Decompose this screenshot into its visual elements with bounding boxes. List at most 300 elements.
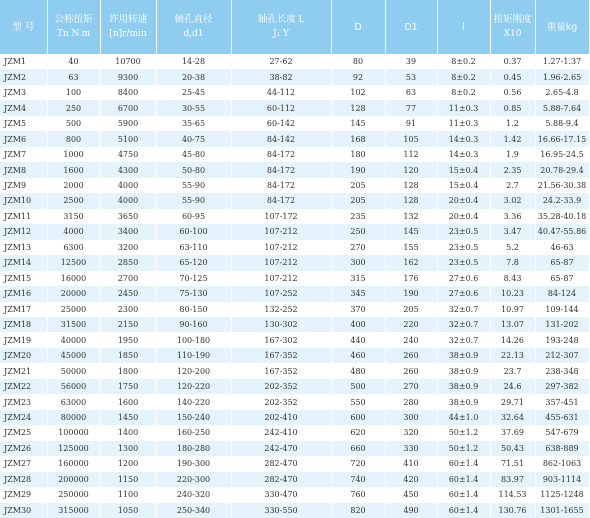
cell-model: JZM13: [0, 240, 47, 255]
cell-bore-diameter: 250-340: [156, 503, 231, 518]
cell-d1-diameter: 91: [385, 116, 437, 131]
cell-outer-diameter: 740: [331, 472, 385, 487]
cell-bore-diameter: 65-120: [156, 255, 231, 270]
cell-d1-diameter: 300: [385, 410, 437, 425]
cell-weight: 16.66-17.15: [535, 131, 589, 146]
cell-l-dimension: 38±0.9: [437, 379, 490, 394]
cell-weight: 109-144: [535, 302, 589, 317]
cell-bore-length: 330-470: [231, 487, 331, 502]
cell-d1-diameter: 190: [385, 286, 437, 301]
cell-nominal-torque: 800: [47, 131, 100, 146]
cell-nominal-torque: 56000: [47, 379, 100, 394]
cell-weight: 638-889: [535, 441, 589, 456]
header-outer-diameter-title: D: [354, 21, 362, 33]
header-bore-diameter: [156, 0, 231, 54]
cell-l-dimension: 38±0.9: [437, 394, 490, 409]
header-weight: [535, 0, 589, 54]
cell-bore-diameter: 220-300: [156, 472, 231, 487]
cell-allowable-speed: 1450: [100, 410, 156, 425]
cell-weight: 212-307: [535, 348, 589, 363]
table-row: [0, 162, 589, 177]
cell-d1-diameter: 270: [385, 379, 437, 394]
cell-outer-diameter: 190: [331, 162, 385, 177]
cell-d1-diameter: 53: [385, 69, 437, 84]
cell-l-dimension: 8±0.2: [437, 69, 490, 84]
cell-weight: 357-451: [535, 394, 589, 409]
header-model: [0, 0, 47, 54]
table-row: [0, 147, 589, 162]
cell-l-dimension: 32±0.7: [437, 317, 490, 332]
table-row: [0, 209, 589, 224]
cell-allowable-speed: 4750: [100, 147, 156, 162]
cell-allowable-speed: 1150: [100, 472, 156, 487]
cell-bore-diameter: 25-45: [156, 85, 231, 100]
cell-torsional-stiffness: 29.71: [490, 394, 535, 409]
cell-d1-diameter: 260: [385, 363, 437, 378]
cell-model: JZM14: [0, 255, 47, 270]
cell-bore-length: 27-62: [231, 54, 331, 69]
cell-nominal-torque: 100: [47, 85, 100, 100]
cell-d1-diameter: 145: [385, 224, 437, 239]
cell-outer-diameter: 440: [331, 332, 385, 347]
cell-outer-diameter: 315: [331, 271, 385, 286]
cell-bore-diameter: 120-200: [156, 363, 231, 378]
cell-model: JZM17: [0, 302, 47, 317]
header-nominal-torque-unit: Tn N.m: [56, 29, 91, 39]
cell-nominal-torque: 40: [47, 54, 100, 69]
cell-bore-diameter: 160-250: [156, 425, 231, 440]
cell-nominal-torque: 6300: [47, 240, 100, 255]
cell-weight: 455-631: [535, 410, 589, 425]
cell-bore-length: 60-142: [231, 116, 331, 131]
table-row: [0, 456, 589, 471]
cell-nominal-torque: 500: [47, 116, 100, 131]
cell-l-dimension: 23±0.5: [437, 224, 490, 239]
cell-torsional-stiffness: 23.7: [490, 363, 535, 378]
cell-outer-diameter: 370: [331, 302, 385, 317]
cell-bore-diameter: 45-80: [156, 147, 231, 162]
cell-nominal-torque: 2000: [47, 178, 100, 193]
cell-bore-length: 167-302: [231, 332, 331, 347]
cell-bore-length: 282-470: [231, 456, 331, 471]
cell-bore-diameter: 20-38: [156, 69, 231, 84]
cell-bore-length: 242-470: [231, 441, 331, 456]
cell-bore-diameter: 35-65: [156, 116, 231, 131]
cell-torsional-stiffness: 10.23: [490, 286, 535, 301]
table-row: [0, 394, 589, 409]
cell-weight: 297-382: [535, 379, 589, 394]
table-row: [0, 363, 589, 378]
table-row: [0, 348, 589, 363]
cell-torsional-stiffness: 5.2: [490, 240, 535, 255]
cell-torsional-stiffness: 13.07: [490, 317, 535, 332]
cell-allowable-speed: 1850: [100, 348, 156, 363]
cell-nominal-torque: 4000: [47, 224, 100, 239]
header-torsional-stiffness-title: 扭矩刚度: [493, 14, 532, 25]
cell-weight: 903-1114: [535, 472, 589, 487]
cell-bore-length: 330-550: [231, 503, 331, 518]
table-row: [0, 54, 589, 69]
cell-bore-length: 60-112: [231, 100, 331, 115]
cell-torsional-stiffness: 50.43: [490, 441, 535, 456]
cell-bore-length: 202-410: [231, 410, 331, 425]
cell-outer-diameter: 102: [331, 85, 385, 100]
cell-l-dimension: 27±0.6: [437, 271, 490, 286]
cell-weight: 24.2-33.9: [535, 193, 589, 208]
cell-allowable-speed: 1200: [100, 456, 156, 471]
cell-d1-diameter: 39: [385, 54, 437, 69]
cell-allowable-speed: 6700: [100, 100, 156, 115]
cell-d1-diameter: 155: [385, 240, 437, 255]
cell-allowable-speed: 1800: [100, 363, 156, 378]
cell-weight: 16.95-24.5: [535, 147, 589, 162]
cell-outer-diameter: 345: [331, 286, 385, 301]
cell-allowable-speed: 10700: [100, 54, 156, 69]
header-d1-diameter: [385, 0, 437, 54]
cell-model: JZM10: [0, 193, 47, 208]
header-row: [0, 0, 589, 54]
table-row: [0, 487, 589, 502]
cell-outer-diameter: 620: [331, 425, 385, 440]
cell-outer-diameter: 92: [331, 69, 385, 84]
cell-bore-length: 84-172: [231, 162, 331, 177]
cell-model: JZM12: [0, 224, 47, 239]
cell-l-dimension: 14±0.3: [437, 147, 490, 162]
cell-bore-length: 107-212: [231, 224, 331, 239]
cell-torsional-stiffness: 1.2: [490, 116, 535, 131]
table-row: [0, 503, 589, 518]
cell-d1-diameter: 176: [385, 271, 437, 286]
cell-bore-diameter: 30-55: [156, 100, 231, 115]
cell-torsional-stiffness: 3.36: [490, 209, 535, 224]
cell-model: JZM27: [0, 456, 47, 471]
cell-outer-diameter: 250: [331, 224, 385, 239]
header-model-title: 型 号: [12, 21, 35, 33]
cell-outer-diameter: 460: [331, 348, 385, 363]
cell-bore-diameter: 55-90: [156, 193, 231, 208]
cell-nominal-torque: 100000: [47, 425, 100, 440]
cell-torsional-stiffness: 2.35: [490, 162, 535, 177]
cell-bore-diameter: 14-28: [156, 54, 231, 69]
cell-outer-diameter: 205: [331, 178, 385, 193]
table-row: [0, 472, 589, 487]
cell-bore-diameter: 63-110: [156, 240, 231, 255]
cell-model: JZM7: [0, 147, 47, 162]
cell-bore-diameter: 55-90: [156, 178, 231, 193]
cell-outer-diameter: 480: [331, 363, 385, 378]
header-allowable-speed-title: 许用转速: [108, 14, 147, 25]
cell-nominal-torque: 315000: [47, 503, 100, 518]
cell-torsional-stiffness: 83.97: [490, 472, 535, 487]
cell-torsional-stiffness: 3.02: [490, 193, 535, 208]
header-nominal-torque-title: 公称扭矩: [54, 14, 93, 25]
cell-bore-diameter: 40-75: [156, 131, 231, 146]
cell-l-dimension: 60±1.4: [437, 487, 490, 502]
cell-bore-length: 107-172: [231, 209, 331, 224]
cell-bore-length: 107-252: [231, 286, 331, 301]
cell-d1-diameter: 132: [385, 209, 437, 224]
cell-bore-length: 84-172: [231, 193, 331, 208]
cell-d1-diameter: 420: [385, 472, 437, 487]
cell-d1-diameter: 77: [385, 100, 437, 115]
cell-bore-length: 38-82: [231, 69, 331, 84]
cell-allowable-speed: 1950: [100, 332, 156, 347]
cell-nominal-torque: 80000: [47, 410, 100, 425]
cell-model: JZM15: [0, 271, 47, 286]
cell-weight: 547-679: [535, 425, 589, 440]
header-bore-diameter-title: 轴孔直径: [174, 14, 213, 25]
cell-torsional-stiffness: 1.42: [490, 131, 535, 146]
cell-model: JZM25: [0, 425, 47, 440]
header-allowable-speed-unit: [n]r/min: [109, 29, 147, 39]
table-row: [0, 178, 589, 193]
cell-allowable-speed: 2300: [100, 302, 156, 317]
cell-nominal-torque: 250: [47, 100, 100, 115]
table-row: [0, 116, 589, 131]
cell-d1-diameter: 490: [385, 503, 437, 518]
cell-torsional-stiffness: 37.69: [490, 425, 535, 440]
cell-nominal-torque: 20000: [47, 286, 100, 301]
cell-outer-diameter: 235: [331, 209, 385, 224]
cell-bore-length: 202-352: [231, 379, 331, 394]
cell-model: JZM18: [0, 317, 47, 332]
cell-torsional-stiffness: 0.37: [490, 54, 535, 69]
cell-torsional-stiffness: 3.47: [490, 224, 535, 239]
cell-allowable-speed: 5900: [100, 116, 156, 131]
cell-allowable-speed: 1600: [100, 394, 156, 409]
cell-torsional-stiffness: 71.51: [490, 456, 535, 471]
cell-l-dimension: 38±0.9: [437, 348, 490, 363]
cell-nominal-torque: 200000: [47, 472, 100, 487]
cell-torsional-stiffness: 7.8: [490, 255, 535, 270]
cell-model: JZM5: [0, 116, 47, 131]
cell-bore-length: 132-252: [231, 302, 331, 317]
cell-nominal-torque: 45000: [47, 348, 100, 363]
cell-d1-diameter: 128: [385, 193, 437, 208]
cell-allowable-speed: 3200: [100, 240, 156, 255]
cell-l-dimension: 8±0.2: [437, 85, 490, 100]
table-row: [0, 100, 589, 115]
header-l-dimension: [437, 0, 490, 54]
cell-bore-diameter: 240-320: [156, 487, 231, 502]
cell-weight: 21.56-30.38: [535, 178, 589, 193]
header-d1-diameter-title: D1: [404, 21, 418, 33]
cell-nominal-torque: 63000: [47, 394, 100, 409]
table-row: [0, 131, 589, 146]
table-header: [0, 0, 589, 54]
cell-bore-length: 107-212: [231, 271, 331, 286]
cell-bore-diameter: 190-300: [156, 456, 231, 471]
cell-model: JZM11: [0, 209, 47, 224]
cell-bore-diameter: 90-160: [156, 317, 231, 332]
cell-bore-diameter: 100-180: [156, 332, 231, 347]
cell-outer-diameter: 500: [331, 379, 385, 394]
cell-outer-diameter: 180: [331, 147, 385, 162]
cell-allowable-speed: 8400: [100, 85, 156, 100]
cell-d1-diameter: 128: [385, 178, 437, 193]
cell-model: JZM20: [0, 348, 47, 363]
cell-l-dimension: 20±0.4: [437, 209, 490, 224]
cell-bore-diameter: 60-100: [156, 224, 231, 239]
cell-model: JZM6: [0, 131, 47, 146]
cell-torsional-stiffness: 32.64: [490, 410, 535, 425]
cell-nominal-torque: 1000: [47, 147, 100, 162]
table-row: [0, 271, 589, 286]
cell-l-dimension: 20±0.4: [437, 193, 490, 208]
cell-model: JZM1: [0, 54, 47, 69]
cell-d1-diameter: 410: [385, 456, 437, 471]
cell-weight: 1301-1655: [535, 503, 589, 518]
cell-torsional-stiffness: 130.76: [490, 503, 535, 518]
cell-nominal-torque: 250000: [47, 487, 100, 502]
cell-allowable-speed: 4300: [100, 162, 156, 177]
cell-model: JZM8: [0, 162, 47, 177]
cell-allowable-speed: 3400: [100, 224, 156, 239]
table-row: [0, 317, 589, 332]
cell-allowable-speed: 9300: [100, 69, 156, 84]
cell-torsional-stiffness: 14.26: [490, 332, 535, 347]
cell-l-dimension: 27±0.6: [437, 286, 490, 301]
cell-bore-diameter: 80-150: [156, 302, 231, 317]
cell-outer-diameter: 550: [331, 394, 385, 409]
table-row: [0, 286, 589, 301]
cell-l-dimension: 8±0.2: [437, 54, 490, 69]
cell-d1-diameter: 120: [385, 162, 437, 177]
cell-l-dimension: 50±1.2: [437, 441, 490, 456]
cell-torsional-stiffness: 0.56: [490, 85, 535, 100]
cell-nominal-torque: 3150: [47, 209, 100, 224]
cell-d1-diameter: 63: [385, 85, 437, 100]
cell-bore-diameter: 150-240: [156, 410, 231, 425]
cell-weight: 1125-1248: [535, 487, 589, 502]
cell-weight: 1.27-1.37: [535, 54, 589, 69]
cell-weight: 46-63: [535, 240, 589, 255]
cell-torsional-stiffness: 1.9: [490, 147, 535, 162]
cell-weight: 35.28-40.18: [535, 209, 589, 224]
cell-l-dimension: 15±0.4: [437, 162, 490, 177]
cell-l-dimension: 23±0.5: [437, 255, 490, 270]
cell-outer-diameter: 720: [331, 456, 385, 471]
cell-bore-length: 282-470: [231, 472, 331, 487]
cell-weight: 5.88-9.4: [535, 116, 589, 131]
cell-weight: 131-202: [535, 317, 589, 332]
cell-allowable-speed: 2700: [100, 271, 156, 286]
cell-allowable-speed: 2450: [100, 286, 156, 301]
cell-outer-diameter: 820: [331, 503, 385, 518]
cell-weight: 20.78-29.4: [535, 162, 589, 177]
cell-bore-length: 167-352: [231, 363, 331, 378]
table-row: [0, 224, 589, 239]
cell-outer-diameter: 300: [331, 255, 385, 270]
table-row: [0, 255, 589, 270]
header-outer-diameter: [331, 0, 385, 54]
cell-weight: 193-248: [535, 332, 589, 347]
cell-bore-length: 202-352: [231, 394, 331, 409]
cell-torsional-stiffness: 8.43: [490, 271, 535, 286]
cell-nominal-torque: 160000: [47, 456, 100, 471]
cell-nominal-torque: 125000: [47, 441, 100, 456]
cell-nominal-torque: 25000: [47, 302, 100, 317]
cell-l-dimension: 11±0.3: [437, 100, 490, 115]
cell-bore-length: 167-352: [231, 348, 331, 363]
cell-nominal-torque: 12500: [47, 255, 100, 270]
cell-weight: 65-87: [535, 255, 589, 270]
header-bore-length-unit: J₁ Y: [272, 29, 290, 39]
cell-weight: 238-348: [535, 363, 589, 378]
cell-l-dimension: 14±0.3: [437, 131, 490, 146]
cell-model: JZM28: [0, 472, 47, 487]
cell-allowable-speed: 4000: [100, 178, 156, 193]
cell-bore-length: 130-302: [231, 317, 331, 332]
cell-weight: 2.65-4.8: [535, 85, 589, 100]
cell-l-dimension: 60±1.4: [437, 472, 490, 487]
cell-nominal-torque: 2500: [47, 193, 100, 208]
table-row: [0, 193, 589, 208]
cell-outer-diameter: 760: [331, 487, 385, 502]
cell-outer-diameter: 400: [331, 317, 385, 332]
cell-model: JZM30: [0, 503, 47, 518]
cell-outer-diameter: 128: [331, 100, 385, 115]
cell-l-dimension: 38±0.9: [437, 363, 490, 378]
cell-weight: 862-1063: [535, 456, 589, 471]
table-row: [0, 332, 589, 347]
cell-bore-diameter: 140-220: [156, 394, 231, 409]
cell-l-dimension: 50±1.2: [437, 425, 490, 440]
cell-nominal-torque: 50000: [47, 363, 100, 378]
cell-nominal-torque: 63: [47, 69, 100, 84]
cell-d1-diameter: 105: [385, 131, 437, 146]
cell-torsional-stiffness: 2.7: [490, 178, 535, 193]
header-allowable-speed: [100, 0, 156, 54]
cell-weight: 84-124: [535, 286, 589, 301]
table-body: [0, 54, 589, 518]
cell-d1-diameter: 205: [385, 302, 437, 317]
cell-bore-diameter: 110-190: [156, 348, 231, 363]
cell-d1-diameter: 220: [385, 317, 437, 332]
header-bore-diameter-unit: d,d1: [183, 29, 204, 39]
cell-l-dimension: 60±1.4: [437, 456, 490, 471]
cell-weight: 65-87: [535, 271, 589, 286]
cell-outer-diameter: 660: [331, 441, 385, 456]
cell-bore-length: 84-172: [231, 178, 331, 193]
cell-model: JZM9: [0, 178, 47, 193]
cell-allowable-speed: 1100: [100, 487, 156, 502]
table-row: [0, 425, 589, 440]
cell-l-dimension: 44±1.0: [437, 410, 490, 425]
cell-weight: 1.96-2.65: [535, 69, 589, 84]
table-row: [0, 410, 589, 425]
cell-l-dimension: 11±0.3: [437, 116, 490, 131]
cell-weight: 40.47-55.86: [535, 224, 589, 239]
cell-nominal-torque: 40000: [47, 332, 100, 347]
cell-torsional-stiffness: 10.97: [490, 302, 535, 317]
cell-d1-diameter: 240: [385, 332, 437, 347]
table-row: [0, 302, 589, 317]
cell-torsional-stiffness: 114.53: [490, 487, 535, 502]
cell-l-dimension: 32±0.7: [437, 332, 490, 347]
cell-nominal-torque: 31500: [47, 317, 100, 332]
cell-bore-length: 107-212: [231, 255, 331, 270]
cell-bore-length: 242-410: [231, 425, 331, 440]
cell-allowable-speed: 2150: [100, 317, 156, 332]
cell-bore-length: 84-172: [231, 147, 331, 162]
cell-allowable-speed: 1300: [100, 441, 156, 456]
cell-bore-diameter: 50-80: [156, 162, 231, 177]
cell-nominal-torque: 1600: [47, 162, 100, 177]
cell-bore-diameter: 120-220: [156, 379, 231, 394]
cell-allowable-speed: 1750: [100, 379, 156, 394]
table-row: [0, 69, 589, 84]
